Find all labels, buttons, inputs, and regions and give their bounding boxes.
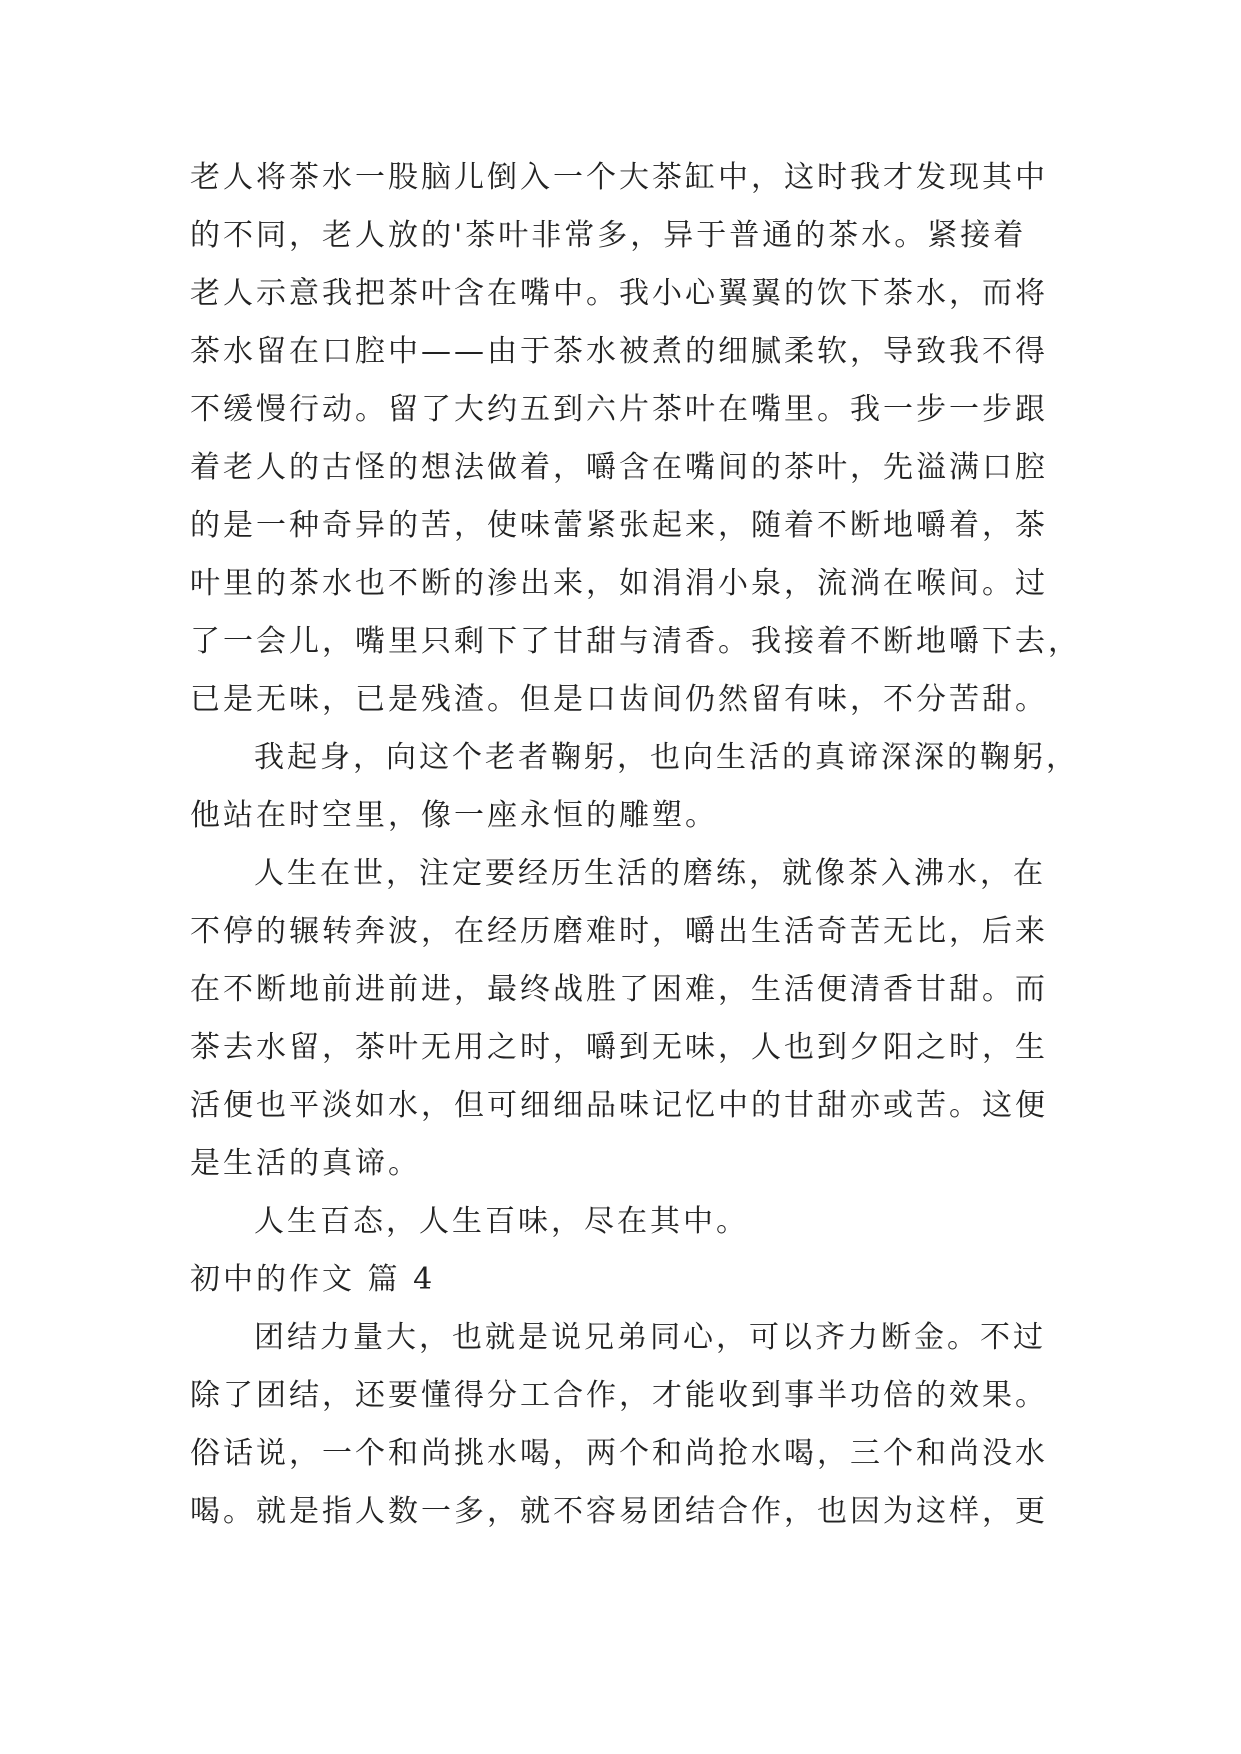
text-line: 喝。就是指人数一多，就不容易团结合作，也因为这样，更 [190,1494,1048,1529]
text-line: 除了团结，还要懂得分工合作，才能收到事半功倍的效果。 [190,1378,1048,1413]
text-line: 已是无味，已是残渣。但是口齿间仍然留有味，不分苦甜。 [190,682,1048,717]
text-line: 了一会儿，嘴里只剩下了甘甜与清香。我接着不断地嚼下去， [190,624,1081,659]
text-line: 他站在时空里，像一座永恒的雕塑。 [190,798,718,833]
text-line: 茶去水留，茶叶无用之时，嚼到无味，人也到夕阳之时，生 [190,1030,1048,1065]
text-line: 的不同，老人放的'茶叶非常多，异于普通的茶水。紧接着 [190,218,1027,253]
text-line: 老人将茶水一股脑儿倒入一个大茶缸中，这时我才发现其中 [190,160,1048,195]
text-line: 不缓慢行动。留了大约五到六片茶叶在嘴里。我一步一步跟 [190,392,1048,427]
text-line: 老人示意我把茶叶含在嘴中。我小心翼翼的饮下茶水，而将 [190,276,1048,311]
text-line: 着老人的古怪的想法做着，嚼含在嘴间的茶叶，先溢满口腔 [190,450,1048,485]
text-line: 不停的辗转奔波，在经历磨难时，嚼出生活奇苦无比，后来 [190,914,1048,949]
text-line: 俗话说，一个和尚挑水喝，两个和尚抢水喝，三个和尚没水 [190,1436,1048,1471]
paragraph-start-line: 人生在世，注定要经历生活的磨练，就像茶入沸水，在 [254,856,1046,891]
paragraph-start-line: 我起身，向这个老者鞠躬，也向生活的真谛深深的鞠躬， [254,740,1079,775]
text-line: 茶水留在口腔中——由于茶水被煮的细腻柔软，导致我不得 [190,334,1048,369]
text-line: 的是一种奇异的苦，使味蕾紧张起来，随着不断地嚼着，茶 [190,508,1048,543]
paragraph-start-line: 团结力量大，也就是说兄弟同心，可以齐力断金。不过 [254,1320,1046,1355]
text-line: 在不断地前进前进，最终战胜了困难，生活便清香甘甜。而 [190,972,1048,1007]
paragraph-start-line: 人生百态，人生百味，尽在其中。 [254,1204,749,1239]
text-line: 活便也平淡如水，但可细细品味记忆中的甘甜亦或苦。这便 [190,1088,1048,1123]
text-line: 叶里的茶水也不断的渗出来，如涓涓小泉，流淌在喉间。过 [190,566,1048,601]
section-heading: 初中的作文 篇 4 [190,1262,436,1297]
text-line: 是生活的真谛。 [190,1146,421,1181]
